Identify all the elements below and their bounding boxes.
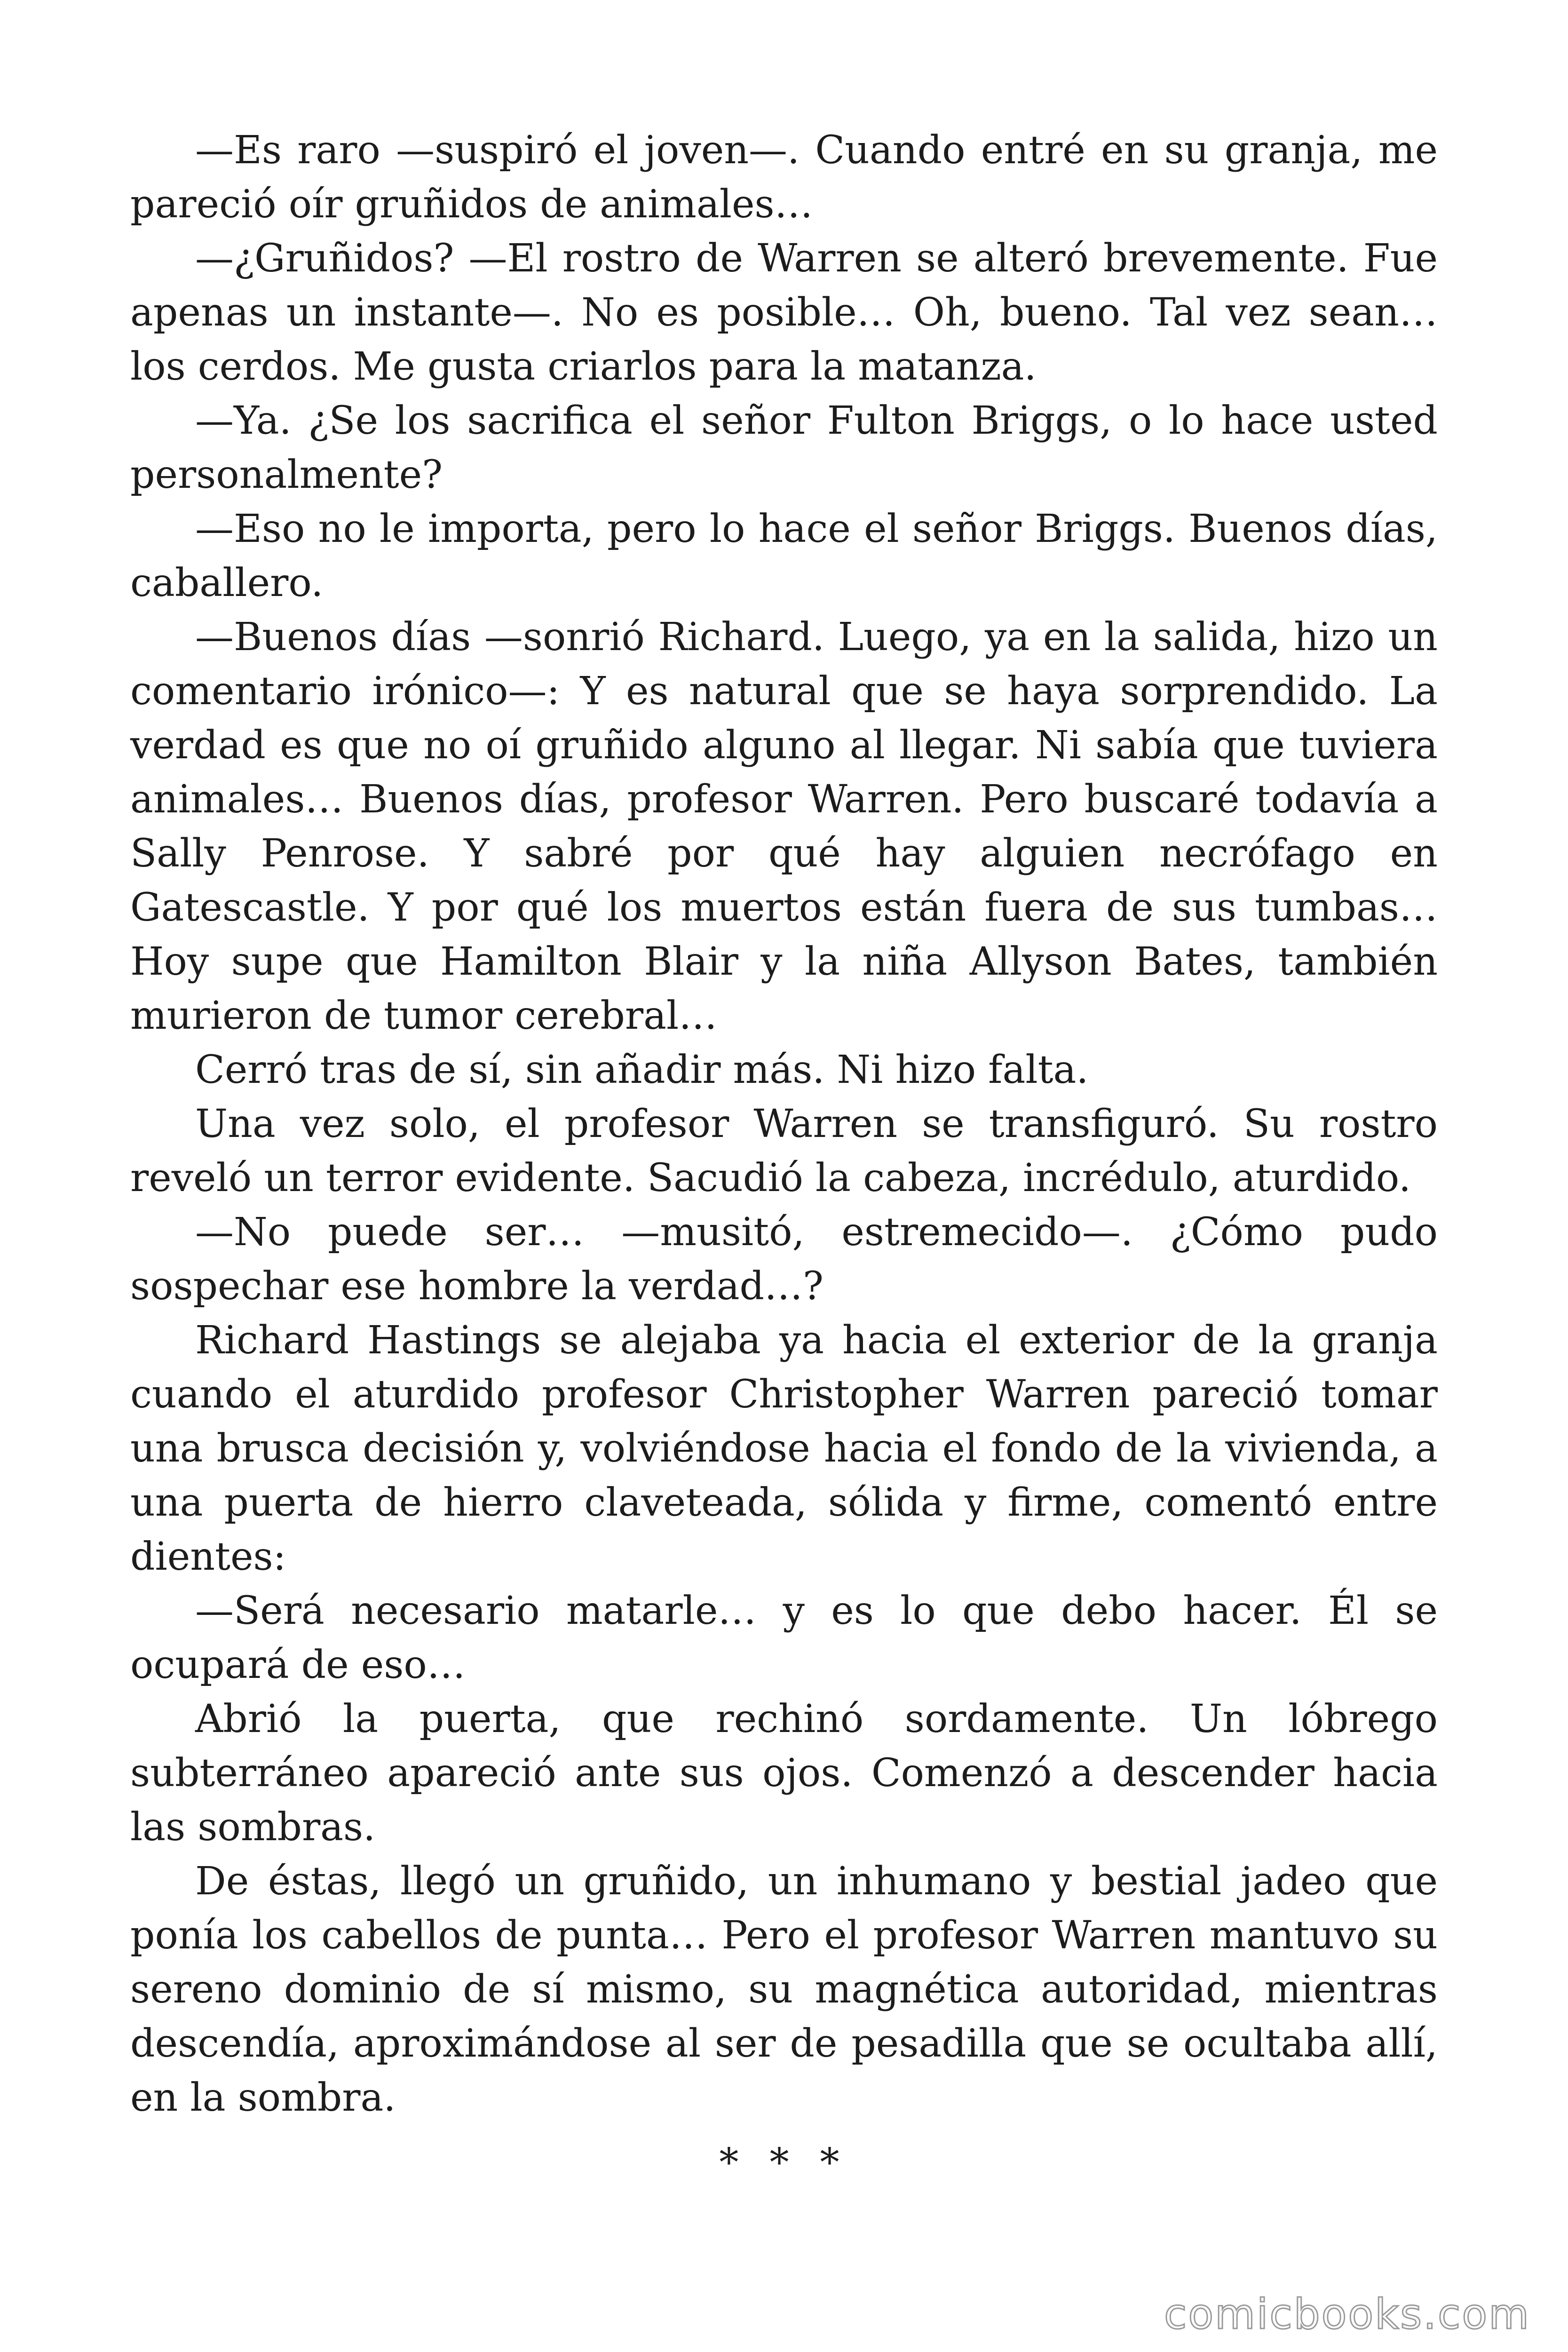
section-separator: * * * <box>719 2140 849 2185</box>
paragraph: Cerró tras de sí, sin añadir más. Ni hizo falta. <box>195 1048 1089 1092</box>
paragraph: Abrió la puerta, que rechinó sordamente. Un lóbrego subterráneo apareció ante sus ojos. Comenzó a descender hacia las sombras. <box>130 1697 1438 1850</box>
body-text <box>130 123 1438 2125</box>
paragraph: —No puede ser… —musitó, estremecido—. ¿Cómo pudo sospechar ese hombre la verdad…? <box>130 1210 1438 1309</box>
paragraph: De éstas, llegó un gruñido, un inhumano y bestial jadeo que ponía los cabellos de punta… Pero el profesor Warren mantuvo su sereno dominio de sí mismo, su magnética autoridad, mientras descendía, aproximándose al ser de pesadilla que se ocultaba allí, en la sombra. <box>130 1859 1438 2120</box>
paragraph: —Será necesario matarle… y es lo que debo hacer. Él se ocupará de eso… <box>130 1589 1438 1687</box>
paragraph: —¿Gruñidos? —El rostro de Warren se alteró brevemente. Fue apenas un instante—. No es posible… Oh, bueno. Tal vez sean… los cerdos. Me gusta criarlos para la matanza. <box>130 236 1438 389</box>
paragraph: Una vez solo, el profesor Warren se transfiguró. Su rostro reveló un terror evidente. Sacudió la cabeza, incrédulo, aturdido. <box>130 1102 1438 1200</box>
paragraph: Richard Hastings se alejaba ya hacia el exterior de la granja cuando el aturdido profesor Christopher Warren pareció tomar una brusca decisión y, volviéndose hacia el fondo de la vivienda, a una puerta de hierro claveteada, sólida y firme, comentó entre dientes: <box>130 1318 1438 1579</box>
paragraph: —Eso no le importa, pero lo hace el señor Briggs. Buenos días, caballero. <box>130 507 1438 605</box>
paragraph: —Ya. ¿Se los sacrifica el señor Fulton Briggs, o lo hace usted personalmente? <box>130 398 1438 497</box>
paragraph: —Buenos días —sonrió Richard. Luego, ya en la salida, hizo un comentario irónico—: Y es natural que se haya sorprendido. La verdad es que no oí gruñido alguno al llegar. Ni sabía que tuviera animales… Buenos días, profesor Warren. Pero buscaré todavía a Sally Penrose. Y sabré por qué hay alguien necrófago en Gatescastle. Y por qué los muertos están fuera de sus tumbas… Hoy supe que Hamilton Blair y la niña Allyson Bates, también murieron de tumor cerebral… <box>130 615 1438 1038</box>
paragraph: —Es raro —suspiró el joven—. Cuando entré en su granja, me pareció oír gruñidos de animales… <box>130 128 1438 227</box>
watermark: comicbooks.com <box>1164 2290 1530 2338</box>
